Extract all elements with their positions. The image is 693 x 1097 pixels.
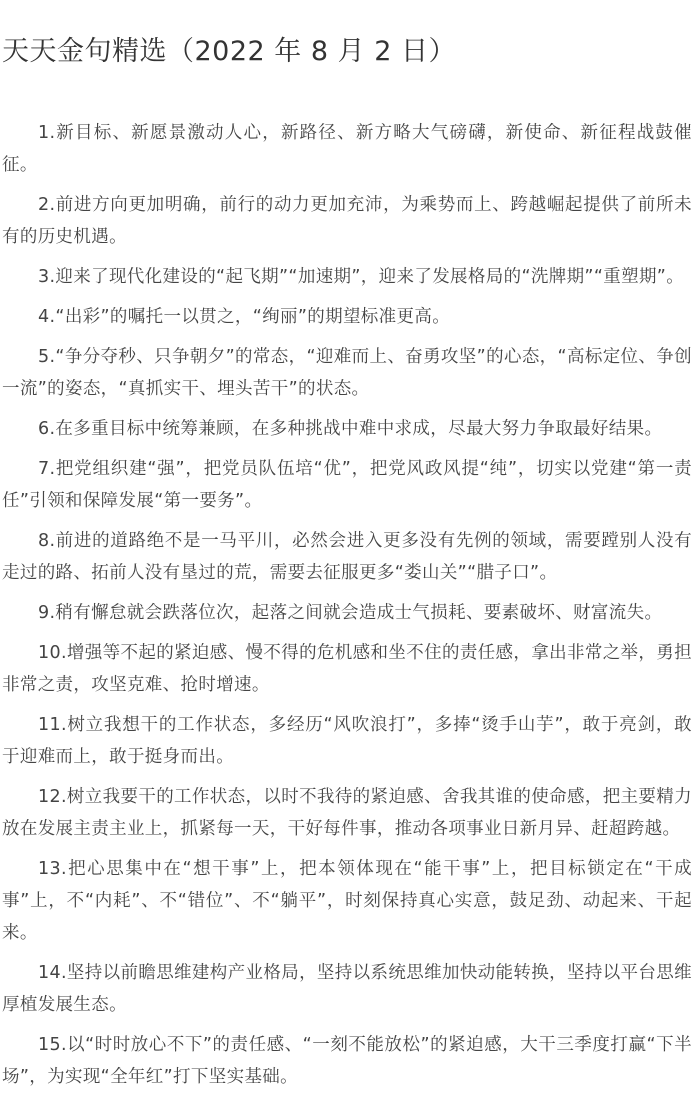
quote-item-2: 2.前进方向更加明确，前行的动力更加充沛，为乘势而上、跨越崛起提供了前所未有的历史机遇。	[2, 195, 692, 247]
quote-item-3: 3.迎来了现代化建设的“起飞期”“加速期”，迎来了发展格局的“洗牌期”“重塑期”。	[38, 267, 685, 287]
quote-item-13: 13.把心思集中在“想干事”上，把本领体现在“能干事”上，把目标锁定在“干成事”上，不“内耗”、不“错位”、不“躺平”，时刻保持真心实意，鼓足劲、动起来、干起来。	[2, 859, 692, 943]
quote-item-9: 9.稍有懈怠就会跌落位次，起落之间就会造成士气损耗、要素破坏、财富流失。	[38, 603, 663, 623]
quote-item-15: 15.以“时时放心不下”的责任感、“一刻不能放松”的紧迫感，大干三季度打赢“下半场”，为实现“全年红”打下坚实基础。	[2, 1035, 692, 1087]
quote-item-14: 14.坚持以前瞻思维建构产业格局，坚持以系统思维加快动能转换，坚持以平台思维厚植发展生态。	[2, 963, 692, 1015]
quote-list	[0, 117, 693, 1093]
quote-item-8: 8.前进的道路绝不是一马平川，必然会进入更多没有先例的领域，需要蹚别人没有走过的路、拓前人没有垦过的荒，需要去征服更多“娄山关”“腊子口”。	[2, 531, 692, 583]
quote-item-12: 12.树立我要干的工作状态，以时不我待的紧迫感、舍我其谁的使命感，把主要精力放在发展主责主业上，抓紧每一天，干好每件事，推动各项事业日新月异、赶超跨越。	[2, 787, 692, 839]
document-title: 天天金句精选（2022 年 8 月 2 日）	[2, 36, 456, 67]
quote-item-7: 7.把党组织建“强”，把党员队伍培“优”，把党风政风提“纯”，切实以党建“第一责任”引领和保障发展“第一要务”。	[2, 459, 692, 511]
quote-item-11: 11.树立我想干的工作状态，多经历“风吹浪打”，多捧“烫手山芋”，敢于亮剑，敢于迎难而上，敢于挺身而出。	[2, 715, 692, 767]
quote-item-6: 6.在多重目标中统筹兼顾，在多种挑战中难中求成，尽最大努力争取最好结果。	[38, 419, 663, 439]
quote-item-4: 4.“出彩”的嘱托一以贯之，“绚丽”的期望标准更高。	[38, 307, 451, 327]
quote-item-5: 5.“争分夺秒、只争朝夕”的常态，“迎难而上、奋勇攻坚”的心态，“高标定位、争创一流”的姿态，“真抓实干、埋头苦干”的状态。	[2, 347, 692, 399]
quote-item-10: 10.增强等不起的紧迫感、慢不得的危机感和坐不住的责任感，拿出非常之举，勇担非常之责，攻坚克难、抢时增速。	[2, 643, 692, 695]
quote-item-1: 1.新目标、新愿景激动人心，新路径、新方略大气磅礴，新使命、新征程战鼓催征。	[2, 123, 692, 175]
